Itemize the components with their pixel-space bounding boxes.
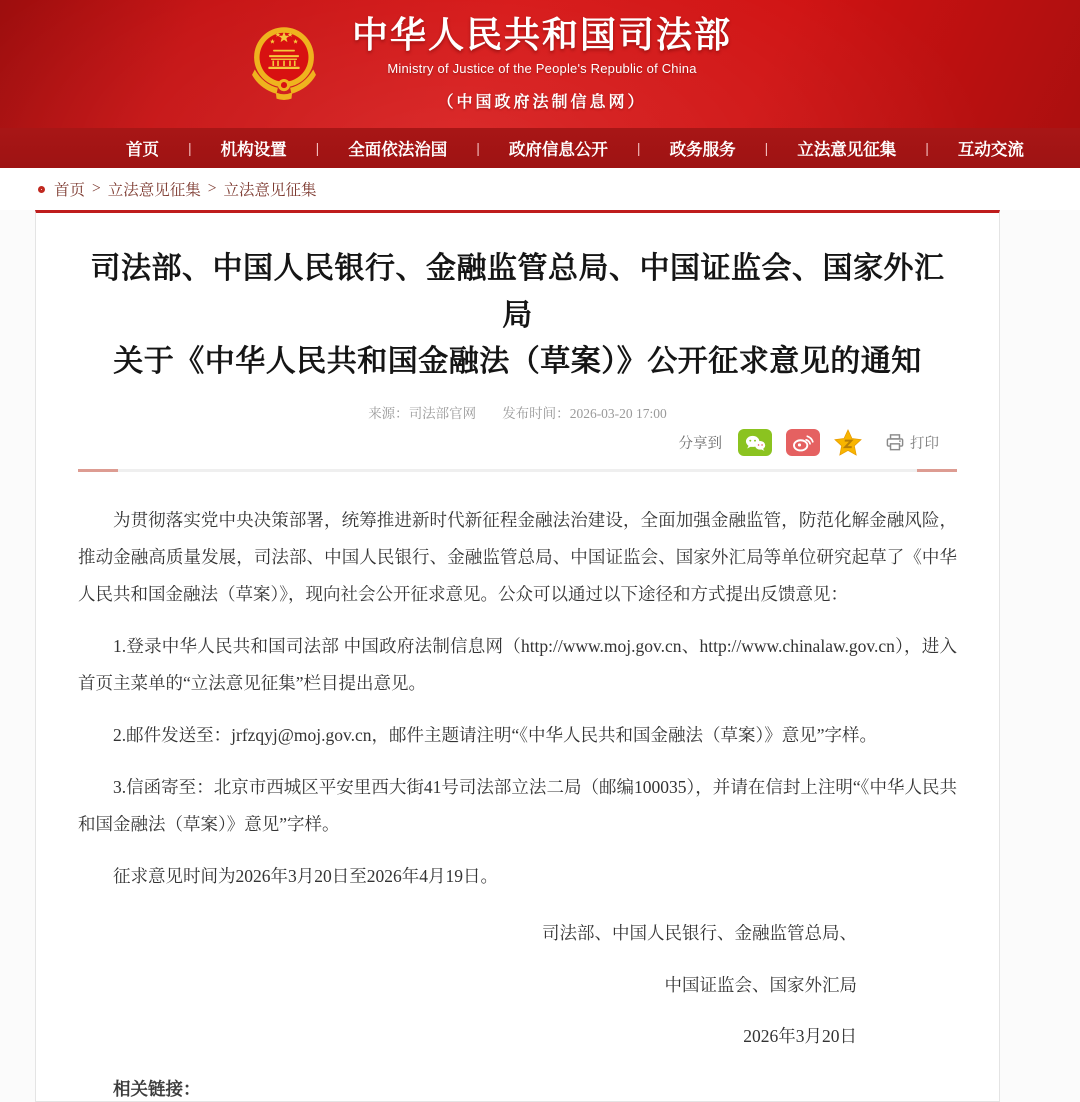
signature-date: 2026年3月20日 — [743, 1026, 857, 1047]
nav-item-organization[interactable]: 机构设置 — [220, 141, 287, 159]
article-paragraph: 为贯彻落实党中央决策部署，统筹推进新时代新征程金融法治建设，全面加强金融监管，防范化解金融风险，推动金融高质量发展，司法部、中国人民银行、金融监管总局、中国证监会、国家外汇局等单位研究起草了《中华人民共和国金融法（草案）》，现向社会公开征求意见。公众可以通过以下途径和方式提出反馈意见： — [78, 509, 957, 604]
breadcrumb-section[interactable]: 立法意见征集 — [107, 182, 201, 199]
breadcrumb-current[interactable]: 立法意见征集 — [223, 182, 317, 199]
nav-separator: | — [636, 140, 641, 156]
nav-item-gov-services[interactable]: 政务服务 — [669, 141, 736, 159]
source-label: 来源： — [368, 405, 409, 421]
site-header — [0, 0, 1080, 128]
nav-item-gov-info[interactable]: 政府信息公开 — [508, 141, 608, 159]
national-emblem-icon — [250, 18, 318, 110]
site-subtitle-cn: （中国政府法制信息网） — [437, 93, 647, 111]
title-divider — [78, 469, 957, 472]
nav-separator: | — [315, 140, 320, 156]
article-paragraph-channel-web: 1.登录中华人民共和国司法部 中国政府法制信息网（http://www.moj.gov.cn、http://www.chinalaw.gov.cn），进入首页主菜单的“立法意见征集”栏目提出意见。 — [78, 635, 957, 693]
nav-item-rule-of-law[interactable]: 全面依法治国 — [348, 141, 448, 159]
share-weibo-button[interactable] — [786, 429, 820, 456]
wechat-icon — [738, 429, 772, 456]
printer-icon — [886, 434, 904, 451]
share-wechat-button[interactable] — [738, 429, 772, 456]
nav-item-home[interactable]: 首页 — [126, 141, 159, 159]
site-title: 中华人民共和国司法部 — [352, 15, 733, 56]
breadcrumb-home[interactable]: 首页 — [54, 182, 86, 199]
share-label: 分享到 — [678, 436, 722, 452]
breadcrumb — [0, 168, 1080, 210]
site-title-block — [352, 16, 732, 112]
article-title-line2: 关于《中华人民共和国金融法（草案）》公开征求意见的通知 — [113, 345, 922, 378]
nav-item-legislation-comments[interactable]: 立法意见征集 — [797, 141, 897, 159]
qzone-star-icon — [834, 444, 862, 459]
breadcrumb-bullet-icon — [38, 186, 45, 193]
nav-item-interaction[interactable]: 互动交流 — [957, 141, 1024, 159]
breadcrumb-separator: > — [92, 180, 101, 197]
signature-line: 司法部、中国人民银行、金融监管总局、 — [542, 923, 857, 944]
nav-separator: | — [188, 140, 192, 156]
nav-separator: | — [476, 140, 480, 156]
article-paragraph-channel-email: 2.邮件发送至：jrfzqyj@moj.gov.cn，邮件主题请注明“《中华人民共和国金融法（草案）》意见”字样。 — [113, 724, 878, 745]
nav-separator: | — [925, 140, 929, 156]
article-meta — [78, 402, 957, 422]
article-title-line1: 司法部、中国人民银行、金融监管总局、中国证监会、国家外汇局 — [90, 252, 945, 332]
article-paragraph-channel-mail: 3.信函寄至：北京市西城区平安里西大街41号司法部立法二局（邮编100035），并请在信封上注明“《中华人民共和国金融法（草案）》意见”字样。 — [78, 777, 957, 835]
share-toolbar — [78, 429, 957, 457]
article-card — [35, 210, 1000, 1102]
publish-time-value: 2026-03-20 17:00 — [569, 405, 667, 421]
print-label: 打印 — [910, 436, 939, 452]
main-nav — [0, 128, 1080, 168]
related-links-label: 相关链接： — [113, 1078, 201, 1099]
weibo-icon — [786, 429, 820, 456]
publish-time-label: 发布时间： — [502, 405, 570, 421]
site-subtitle-en: Ministry of Justice of the People's Republic of China — [387, 60, 697, 76]
signature-line: 中国证监会、国家外汇局 — [664, 974, 857, 995]
nav-separator: | — [764, 140, 769, 156]
share-qzone-button[interactable] — [834, 429, 862, 456]
signature-block — [78, 921, 957, 1049]
article-body — [78, 502, 957, 896]
breadcrumb-separator: > — [207, 180, 217, 197]
print-button[interactable] — [886, 432, 939, 453]
article-paragraph-deadline: 征求意见时间为2026年3月20日至2026年4月19日。 — [113, 866, 498, 887]
source-value: 司法部官网 — [408, 405, 477, 421]
article-title — [78, 246, 957, 386]
